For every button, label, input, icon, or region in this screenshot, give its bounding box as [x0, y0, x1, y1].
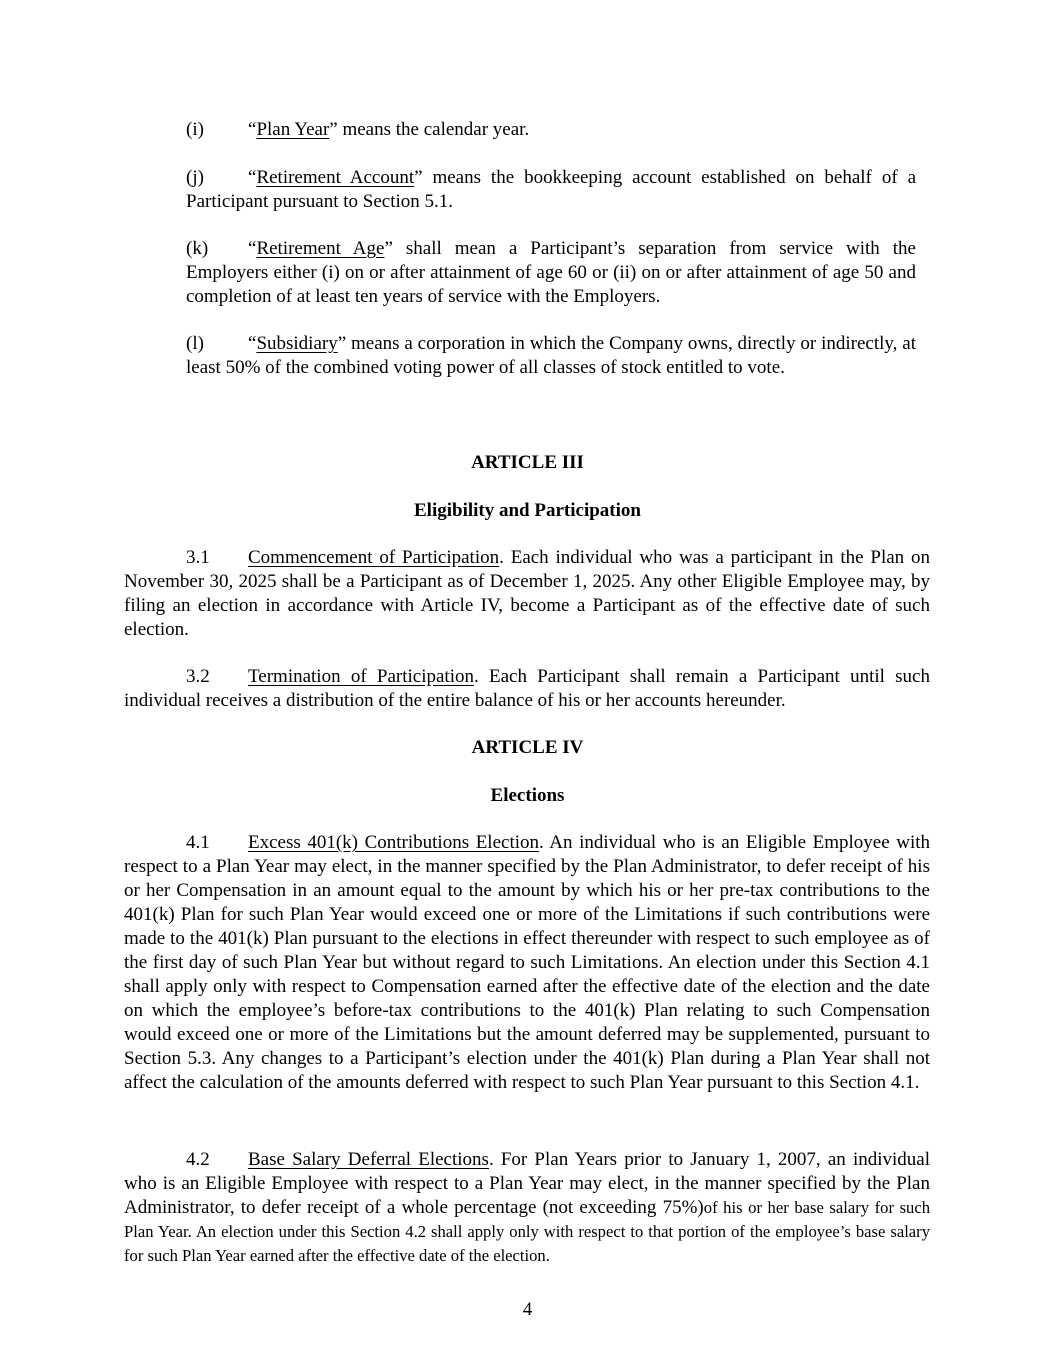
definition-retirement-account	[186, 166, 916, 214]
section-heading: Base Salary Deferral Elections	[248, 1149, 489, 1170]
section-3-2	[124, 665, 930, 713]
open-quote: “	[248, 333, 257, 354]
section-text: . Each individual who was a participant in the Plan on November 30, 2025 shall be a Participant as of December 1, 2025. Any other Eligible Employee may, by filing an election in accordance with Article IV, become a Participant as of the effective date of such election.	[124, 547, 931, 640]
defined-term: Retirement Age	[256, 238, 385, 259]
page-number: 4	[522, 1299, 533, 1320]
open-quote: “	[248, 238, 257, 259]
section-number: 4.1	[186, 832, 210, 853]
section-number: 4.2	[186, 1149, 210, 1170]
open-quote: “	[248, 167, 257, 188]
section-heading: Commencement of Participation	[248, 547, 500, 568]
defined-term: Subsidiary	[256, 333, 338, 354]
article-4-title: ARTICLE IV	[471, 737, 584, 758]
definition-number: (l)	[186, 333, 204, 354]
article-3-title: ARTICLE III	[471, 452, 584, 473]
section-text: . An individual who is an Eligible Employee with respect to a Plan Year may elect, in the manner specified by the Plan Administrator, to defer receipt of his or her Compensation in an amount equal to the amount by which his or her pre-tax contributions to the 401(k) Plan for such Plan Year would exceed one or more of the Limitations if such contributions were made to the 401(k) Plan pursuant to the elections in effect thereunder with respect to such employee as of the first day of such Plan Year but without regard to such Limitations. An election under this Section 4.1 shall apply only with respect to Compensation earned after the effective date of the election and the date on which the employee’s before-tax contributions to the 401(k) Plan relating to such Compensation would exceed one or more of the Limitations but the amount deferred may be supplemented, pursuant to Section 5.3. Any changes to a Participant’s election under the 401(k) Plan during a Plan Year shall not affect the calculation of the amounts deferred with respect to such Plan Year pursuant to this Section 4.1.	[124, 832, 931, 1093]
defined-term: Plan Year	[256, 119, 330, 140]
section-number: 3.1	[186, 547, 210, 568]
section-heading: Excess 401(k) Contributions Election	[248, 832, 540, 853]
definition-number: (k)	[186, 238, 209, 259]
section-heading: Termination of Participation	[248, 666, 474, 687]
article-4-subtitle: Elections	[490, 785, 565, 806]
section-text: . Each Participant shall remain a Participant until such individual receives a distribution of the entire balance of his or her accounts hereunder.	[124, 666, 930, 711]
definition-text: ” means a corporation in which the Company owns, directly or indirectly, at least 50% of the combined voting power of all classes of stock entitled to vote.	[186, 333, 916, 378]
definition-number: (i)	[186, 119, 204, 140]
definition-subsidiary	[186, 332, 916, 380]
definition-retirement-age	[186, 237, 916, 309]
definition-text: ” shall mean a Participant’s separation from service with the Employers either (i) on or after attainment of age 60 or (ii) on or after attainment of age 50 and completion of at least ten years of service with the Employers.	[186, 238, 916, 307]
section-text-small: of his or her base salary for such Plan Year. An election under this Section 4.2 shall apply only with respect to that portion of the employee’s base salary for such Plan Year earned after the effective date of the election.	[124, 1198, 930, 1265]
open-quote: “	[248, 119, 257, 140]
section-4-2	[124, 1148, 930, 1268]
definition-plan-year	[186, 118, 916, 142]
article-3-subtitle: Eligibility and Participation	[414, 500, 641, 521]
definition-number: (j)	[186, 167, 204, 188]
definition-text: ” means the bookkeeping account established on behalf of a Participant pursuant to Section 5.1.	[186, 167, 916, 212]
section-text: . For Plan Years prior to January 1, 2007, an individual who is an Eligible Employee with respect to a Plan Year may elect, in the manner specified by the Plan Administrator, to defer receipt of a whole percentage (not exceeding 75%)	[124, 1149, 930, 1218]
section-4-1	[124, 831, 930, 1095]
defined-term: Retirement Account	[256, 167, 415, 188]
section-number: 3.2	[186, 666, 210, 687]
section-3-1	[124, 546, 930, 642]
definition-text: ” means the calendar year.	[329, 119, 530, 140]
